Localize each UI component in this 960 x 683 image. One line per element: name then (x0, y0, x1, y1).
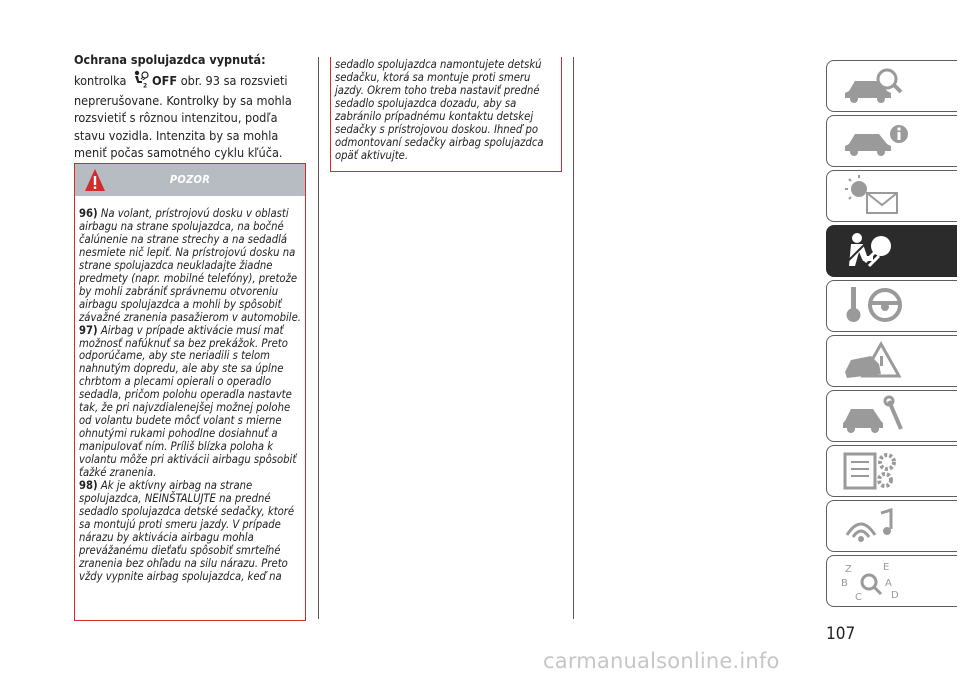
tab-letter: D (891, 590, 899, 601)
warning-item-text: Ak je aktívny airbag na strane spolujazdca, NEINŠTALUJTE na predné sedadlo spolujazdca detské sedačky, ktoré sa montujú proti smeru jazdy. V prípade nárazu by aktivácia airbagu mohla prevážanému dieťaťu spôsobiť smrteľné zranenia bez ohľadu na silu nárazu. Preto vždy vypnite airbag spolujazdca, keď na (79, 479, 295, 583)
warning-continuation-text: sedadlo spolujazdca namontujete detskú sedačku, ktorá sa montuje proti smeru jazdy. Okrem toho treba nastaviť predné sedadlo spolujazdca dozadu, aby sa zabránilo prípadnému kontaktu detskej sedačky s prístrojovou doskou. Ihneď po odmontovaní sedačky airbag spolujazdca opäť aktivujte. (335, 58, 544, 162)
warning-item-text: Airbag v prípade aktivácie musí mať možnosť nafúknuť sa bez prekážok. Preto odporúčame, aby ste neriadili s telom nahnutým dopredu, ale aby ste sa úplne chrbtom a plecami opierali o operadlo sedadla, pričom polohu operadla nastavte tak, že pri najvzdialenejšej možnej polohe od volantu budete môcť volant s mierne ohnutými rukami pohodlne dosiahnuť a manipulovať ním. Príliš blízka poloha k volantu môže pri aktivácii airbagu spôsobiť ťažké zranenia. (79, 323, 297, 480)
sidebar-tab-multimedia[interactable] (826, 500, 957, 552)
sidebar-tab-specs[interactable] (826, 445, 957, 497)
watermark: carmanualsonline.info (543, 649, 780, 673)
sidebar-tab-car-warning[interactable] (826, 335, 957, 387)
key-steering-wheel-icon (841, 285, 951, 327)
svg-text:2: 2 (143, 82, 148, 88)
airbag-seatbelt-icon (841, 230, 951, 272)
tab-letter: Z (845, 564, 852, 575)
car-search-icon (841, 65, 951, 107)
warning-box (74, 163, 306, 621)
tab-letter: E (883, 562, 890, 573)
sidebar-tab-light-message[interactable] (826, 170, 957, 222)
sidebar-tab-car-tools[interactable] (826, 390, 957, 442)
column-divider (318, 57, 319, 619)
warning-item-text: Na volant, prístrojovú dosku v oblasti airbagu na strane spolujazdca, na bočné čalúnenie na strane strechy a na sedadlá nesmiete nič lepiť. Na prístrojovú dosku na strane spolujazdca neukladajte žiadne predmety (napr. mobilné telefóny), pretože by mohli zabrániť správnemu otvoreniu airbagu spolujazdca a mohli by spôsobiť závažné zranenia pasažierom v automobile. (79, 207, 301, 324)
warning-item-number: 98) (79, 479, 98, 493)
section-heading: Ochrana spolujazdca vypnutá: (74, 52, 266, 67)
car-info-icon (841, 120, 951, 162)
specs-gear-icon (841, 450, 951, 492)
intro-before: kontrolka (74, 73, 127, 88)
tab-letter: B (841, 578, 848, 589)
car-warning-icon (841, 340, 951, 382)
off-label: OFF (152, 73, 178, 88)
column-divider (573, 57, 574, 619)
sidebar-tab-airbag-seatbelt[interactable] (826, 225, 957, 277)
car-tools-icon (841, 395, 951, 437)
alphabet-index-icon (841, 560, 951, 602)
sidebar-tab-index[interactable] (826, 555, 957, 607)
sidebar-tab-key-steering[interactable] (826, 280, 957, 332)
passenger-airbag-off-icon (132, 70, 150, 92)
warning-item-number: 97) (79, 323, 98, 337)
multimedia-icon (841, 505, 951, 547)
intro-after: obr. 93 sa rozsvieti neprerušovane. Kontrolky by sa mohla rozsvietiť s rôznou intenzitou, podľa stavu vozidla. Intenzita by sa mohla meniť počas samotného cyklu kľúča. (74, 73, 292, 160)
tab-letter: A (885, 578, 892, 589)
page-number: 107 (826, 624, 856, 644)
sidebar-tab-car-info[interactable] (826, 115, 957, 167)
warning-header (75, 164, 305, 196)
warning-title: POZOR (169, 173, 211, 186)
tab-letter: C (855, 592, 862, 602)
sidebar-tab-car-search[interactable] (826, 60, 957, 112)
warning-item-number: 96) (79, 207, 98, 220)
intro-paragraph (74, 70, 310, 161)
warning-text (79, 208, 301, 584)
warning-continuation-box (330, 57, 562, 172)
light-message-icon (841, 175, 951, 217)
